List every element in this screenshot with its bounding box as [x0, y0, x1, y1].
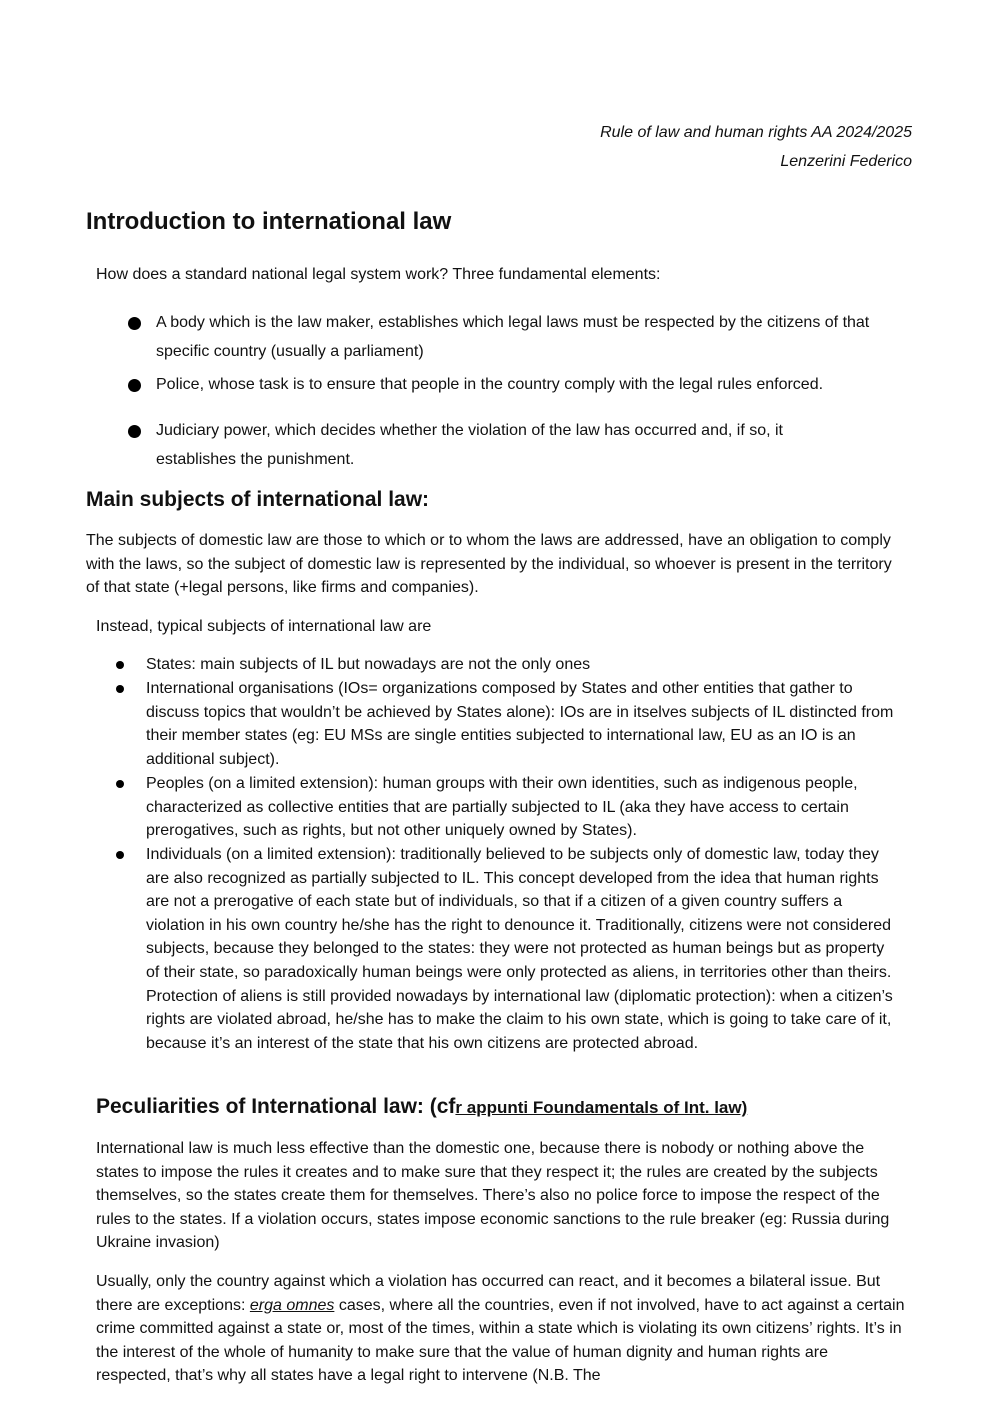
paragraph-text: cases, where all the countries, even if not involved, have to act against a certain crime committed against a state or, most of the times, within a state which is violating its own citizens’ rights. It’s in the interest of the whole of humanity to make sure that the value of human dignity and human rights are respected, that’s why all states have a legal right to intervene (N.B. The: [96, 1296, 905, 1385]
bullet-icon: [128, 317, 141, 330]
document-header: [600, 118, 912, 176]
section-heading-subjects: Main subjects of international law:: [86, 488, 430, 511]
list-item-text: States: main subjects of IL but nowadays are not the only ones: [146, 656, 591, 673]
page-title: Introduction to international law: [86, 208, 452, 235]
intro-question: How does a standard national legal system work? Three fundamental elements:: [96, 266, 661, 283]
list-item-text: Judiciary power, which decides whether the violation of the law has occurred and, if so, it establishes the punishment.: [156, 422, 783, 468]
heading-text: Peculiarities of International law: (cf: [96, 1095, 456, 1118]
subjects-paragraph: The subjects of domestic law are those to which or to whom the laws are addressed, have an obligation to comply with the laws, so the subject of domestic law is represented by the individual, so whoever is present in the territory of that state (+legal persons, like firms and companies).: [86, 532, 892, 597]
erga-omnes-paragraph: [96, 1270, 906, 1388]
bullet-icon: [116, 685, 124, 693]
erga-omnes-term: erga omnes: [249, 1296, 335, 1314]
subjects-intro: Instead, typical subjects of international law are: [96, 618, 432, 635]
list-item-text: International organisations (IOs= organizations composed by States and other entities that gather to discuss topics that wouldn’t be achieved by States alone): IOs are in itselves subjects of IL distincted from their member states (eg: EU MSs are single entities subjected to international law, EU as an IO is an additional subject).: [146, 680, 894, 768]
list-item-text: Peoples (on a limited extension): human groups with their own identities, such as indigenous people, characterized as collective entities that are partially subjected to IL (aka they have access to certain prerogatives, such as rights, but not other uniquely owned by States).: [146, 775, 858, 840]
author-name: Lenzerini Federico: [780, 153, 912, 170]
notes-reference-link[interactable]: r appunti Foundamentals of Int. law): [455, 1098, 748, 1117]
bullet-icon: [116, 851, 124, 859]
list-item-text: A body which is the law maker, establishes which legal laws must be respected by the citizens of that specific country (usually a parliament): [156, 314, 870, 360]
course-title: Rule of law and human rights AA 2024/2025: [600, 124, 912, 141]
bullet-icon: [128, 379, 141, 392]
peculiarities-paragraph: International law is much less effective than the domestic one, because there is nobody or nothing above the states to impose the rules it creates and to make sure that they respect it; the rules are created by the subjects themselves, so the states create them for themselves. There’s also no police force to impose the respect of the rules to the states. If a violation occurs, states impose economic sanctions to the rule breaker (eg: Russia during Ukraine invasion): [96, 1140, 890, 1252]
list-item-text: Individuals (on a limited extension): traditionally believed to be subjects only of domestic law, today they are also recognized as partially subjected to IL. This concept developed from the idea that human rights are not a prerogative of each state but of individuals, so that if a citizen of a given country suffers a violation in his own country he/she has the right to denounce it. Traditionally, citizens were not considered subjects, because they belonged to the states: they were not protected as human beings but as property of their state, so paradoxically human beings were only protected as aliens, in territories other than theirs. Protection of aliens is still provided nowadays by international law (diplomatic protection): when a citizen’s rights are violated abroad, he/she has to make the claim to his own state, which is going to take care of it, because it’s an interest of the state that his own citizens are protected abroad.: [146, 846, 893, 1052]
section-heading-peculiarities: [96, 1095, 747, 1119]
paragraph-text: Usually, only the country against which a violation has occurred can react, and it becomes a bilateral issue. But there are exceptions:: [96, 1273, 881, 1314]
list-item-text: Police, whose task is to ensure that people in the country comply with the legal rules enforced.: [156, 376, 824, 393]
bullet-icon: [128, 425, 141, 438]
bullet-icon: [116, 780, 124, 788]
bullet-icon: [116, 661, 124, 669]
